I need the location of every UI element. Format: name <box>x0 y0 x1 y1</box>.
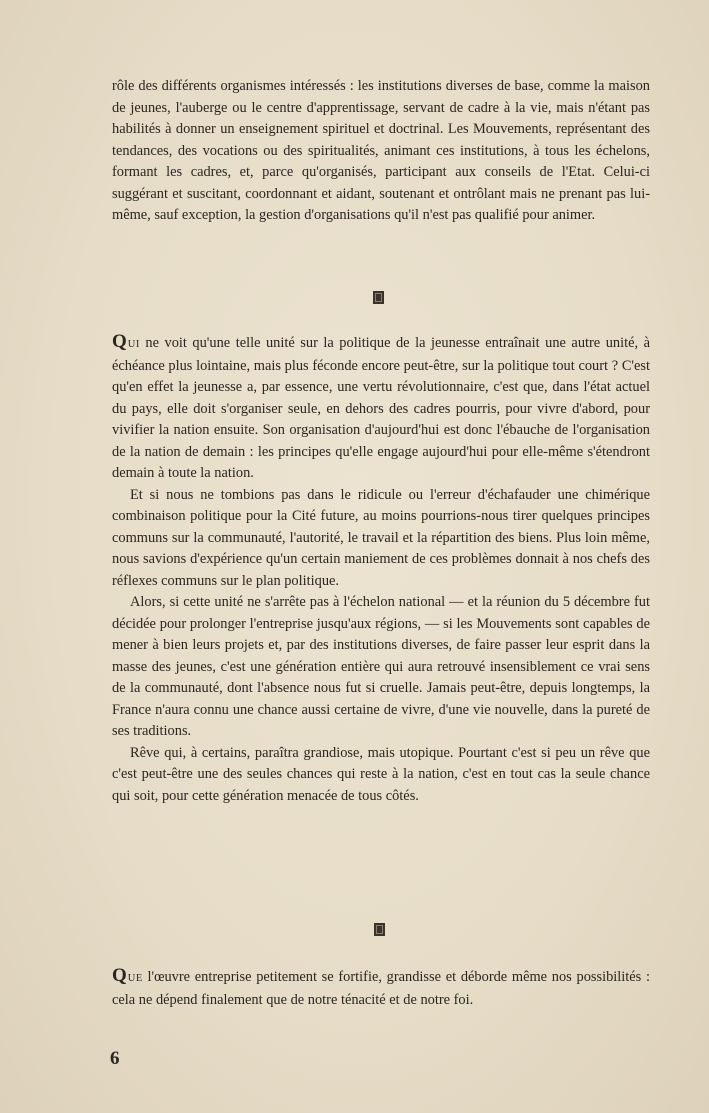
text-block-bottom <box>112 965 650 1011</box>
small-caps-word: UE <box>127 973 143 984</box>
text-block-top <box>112 76 650 227</box>
text-block-middle <box>112 331 650 807</box>
paragraph: rôle des différents organismes intéressés : les institutions diverses de base, comme la maison de jeunes, l'auberge ou le centre d'apprentissage, servant de cadre à la vie, mais n'étant pas habilités à donner un enseignement spirituel et doctrinal. Les Mouvements, représentant des tendances, des vocations ou des spiritualités, animant ces institutions, à tous les échelons, formant les cadres, et, parce qu'organisés, participant aux conseils de l'Etat. Celui-ci suggérant et suscitant, coordonnant et aidant, soutenant et ontrôlant mais ne prenant pas lui-même, sauf exception, la gestion d'organisations qu'il n'est pas qualifié pour animer. <box>112 78 650 223</box>
paragraph: Alors, si cette unité ne s'arrête pas à l'échelon national — et la réunion du 5 décembre fut décidée pour prolonger l'entreprise jusqu'aux régions, — si les Mouvements sont capables de mener à bien leurs projets et, par des institutions diverses, de faire passer leur esprit dans la masse des jeunes, c'est une génération entière qui aura retrouvé insensiblement ce vrai sens de la communauté, dont l'absence nous fut si cruelle. Jamais peut-être, depuis longtemps, la France n'aura connu une chance aussi certaine de vivre, d'une vie nouvelle, dans la pureté de ses traditions. <box>112 594 650 739</box>
drop-cap: Q <box>112 965 127 986</box>
page-number: 6 <box>110 1048 120 1069</box>
small-caps-word: UI <box>127 339 140 350</box>
paragraph: Et si nous ne tombions pas dans le ridicule ou l'erreur d'échafauder une chimérique combinaison politique pour la Cité future, au moins pourrions-nous tirer quelques principes communs sur la communauté, l'autorité, le travail et la répartition des biens. Plus loin même, nous savions d'expérience qu'un certain maniement de ces problèmes donnait à nos chefs des réflexes communs sur le plan politique. <box>112 486 650 589</box>
paragraph-text: ne voit qu'une telle unité sur la politique de la jeunesse entraînait une autre unité, à échéance plus lointaine, mais plus féconde encore peut-être, sur la politique tout court ? C'est qu'en effet la jeunesse a, par essence, une vertu révolutionnaire, c'est que, dans l'état actuel du pays, elle doit s'organiser seule, en dehors des cadres pourris, pour vivre d'abord, pour vivifier la nation ensuite. Son organisation d'aujourd'hui est donc l'ébauche de l'organisation de la nation de demain : les principes qu'elle engage aujourd'hui pour elle-même s'étendront demain à toute la nation. <box>112 335 650 481</box>
section-ornament-icon <box>373 291 384 304</box>
paragraph-text: l'œuvre entreprise petitement se fortifie, grandisse et déborde même nos possibilités : cela ne dépend finalement que de notre ténacité et de notre foi. <box>112 969 650 1008</box>
section-ornament-icon <box>374 923 385 936</box>
drop-cap: Q <box>112 331 127 352</box>
paragraph-opening <box>112 331 650 485</box>
paragraph-opening <box>112 965 650 1011</box>
paragraph: Rêve qui, à certains, paraîtra grandiose, mais utopique. Pourtant c'est si peu un rêve que c'est peut-être une des seules chances qui reste à la nation, c'est en tout cas la seule chance qui soit, pour cette génération menacée de tous côtés. <box>112 744 650 804</box>
